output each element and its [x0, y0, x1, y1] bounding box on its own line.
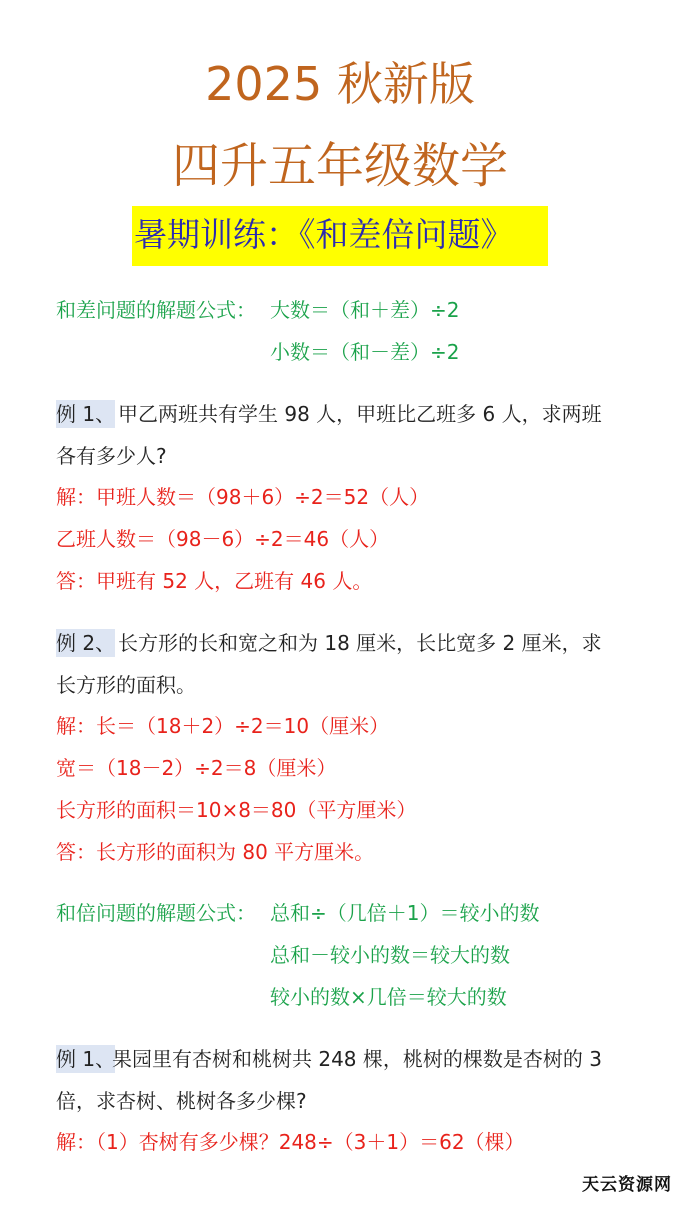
example2-question-1: 长方形的长和宽之和为 18 厘米，长比宽多 2 厘米，求 — [118, 631, 602, 655]
watermark-text: 天云资源网 — [582, 1175, 672, 1195]
example1-tag: 例 1、 — [56, 402, 116, 426]
formula2-line-1: 总和÷（几倍＋1）＝较小的数 — [270, 901, 540, 925]
formula1-small: 小数＝（和－差）÷2 — [270, 340, 460, 364]
formula1-label: 和差问题的解题公式： — [56, 298, 256, 322]
example1-question-1: 甲乙两班共有学生 98 人，甲班比乙班多 6 人，求两班 — [118, 402, 602, 426]
example1-solution-2: 乙班人数＝（98－6）÷2＝46（人） — [56, 527, 390, 551]
example1-answer: 答：甲班有 52 人，乙班有 46 人。 — [56, 569, 373, 593]
example2-question-2: 长方形的面积。 — [56, 673, 196, 697]
example2-solution-3: 长方形的面积＝10×8＝80（平方厘米） — [56, 798, 417, 822]
example1-question-2: 各有多少人? — [56, 444, 167, 468]
formula2-line-2: 总和－较小的数＝较大的数 — [270, 943, 510, 967]
example3-question-2: 倍，求杏树、桃树各多少棵? — [56, 1089, 307, 1113]
example2-tag: 例 2、 — [56, 631, 116, 655]
example2-solution-2: 宽＝（18－2）÷2＝8（厘米） — [56, 756, 337, 780]
formula2-line-3: 较小的数×几倍＝较大的数 — [270, 985, 507, 1009]
example3-solution-1: 解：（1）杏树有多少棵？248÷（3＋1）＝62（棵） — [56, 1130, 525, 1154]
title-line-2: 四升五年级数学 — [171, 138, 508, 194]
example2-solution-1: 解：长＝（18＋2）÷2＝10（厘米） — [56, 714, 390, 738]
formula2-label: 和倍问题的解题公式： — [56, 901, 256, 925]
example3-tag: 例 1、 — [56, 1047, 116, 1071]
subtitle-text: 暑期训练：《和差倍问题》 — [134, 215, 514, 254]
formula1-big: 大数＝（和＋差）÷2 — [270, 298, 460, 322]
subtitle-banner — [132, 206, 548, 266]
title-line-1: 2025 秋新版 — [205, 57, 475, 111]
example3-question-1: 果园里有杏树和桃树共 248 棵，桃树的棵数是杏树的 3 — [112, 1047, 602, 1071]
example1-solution-1: 解：甲班人数＝（98＋6）÷2＝52（人） — [56, 485, 430, 509]
example2-answer: 答：长方形的面积为 80 平方厘米。 — [56, 840, 375, 864]
